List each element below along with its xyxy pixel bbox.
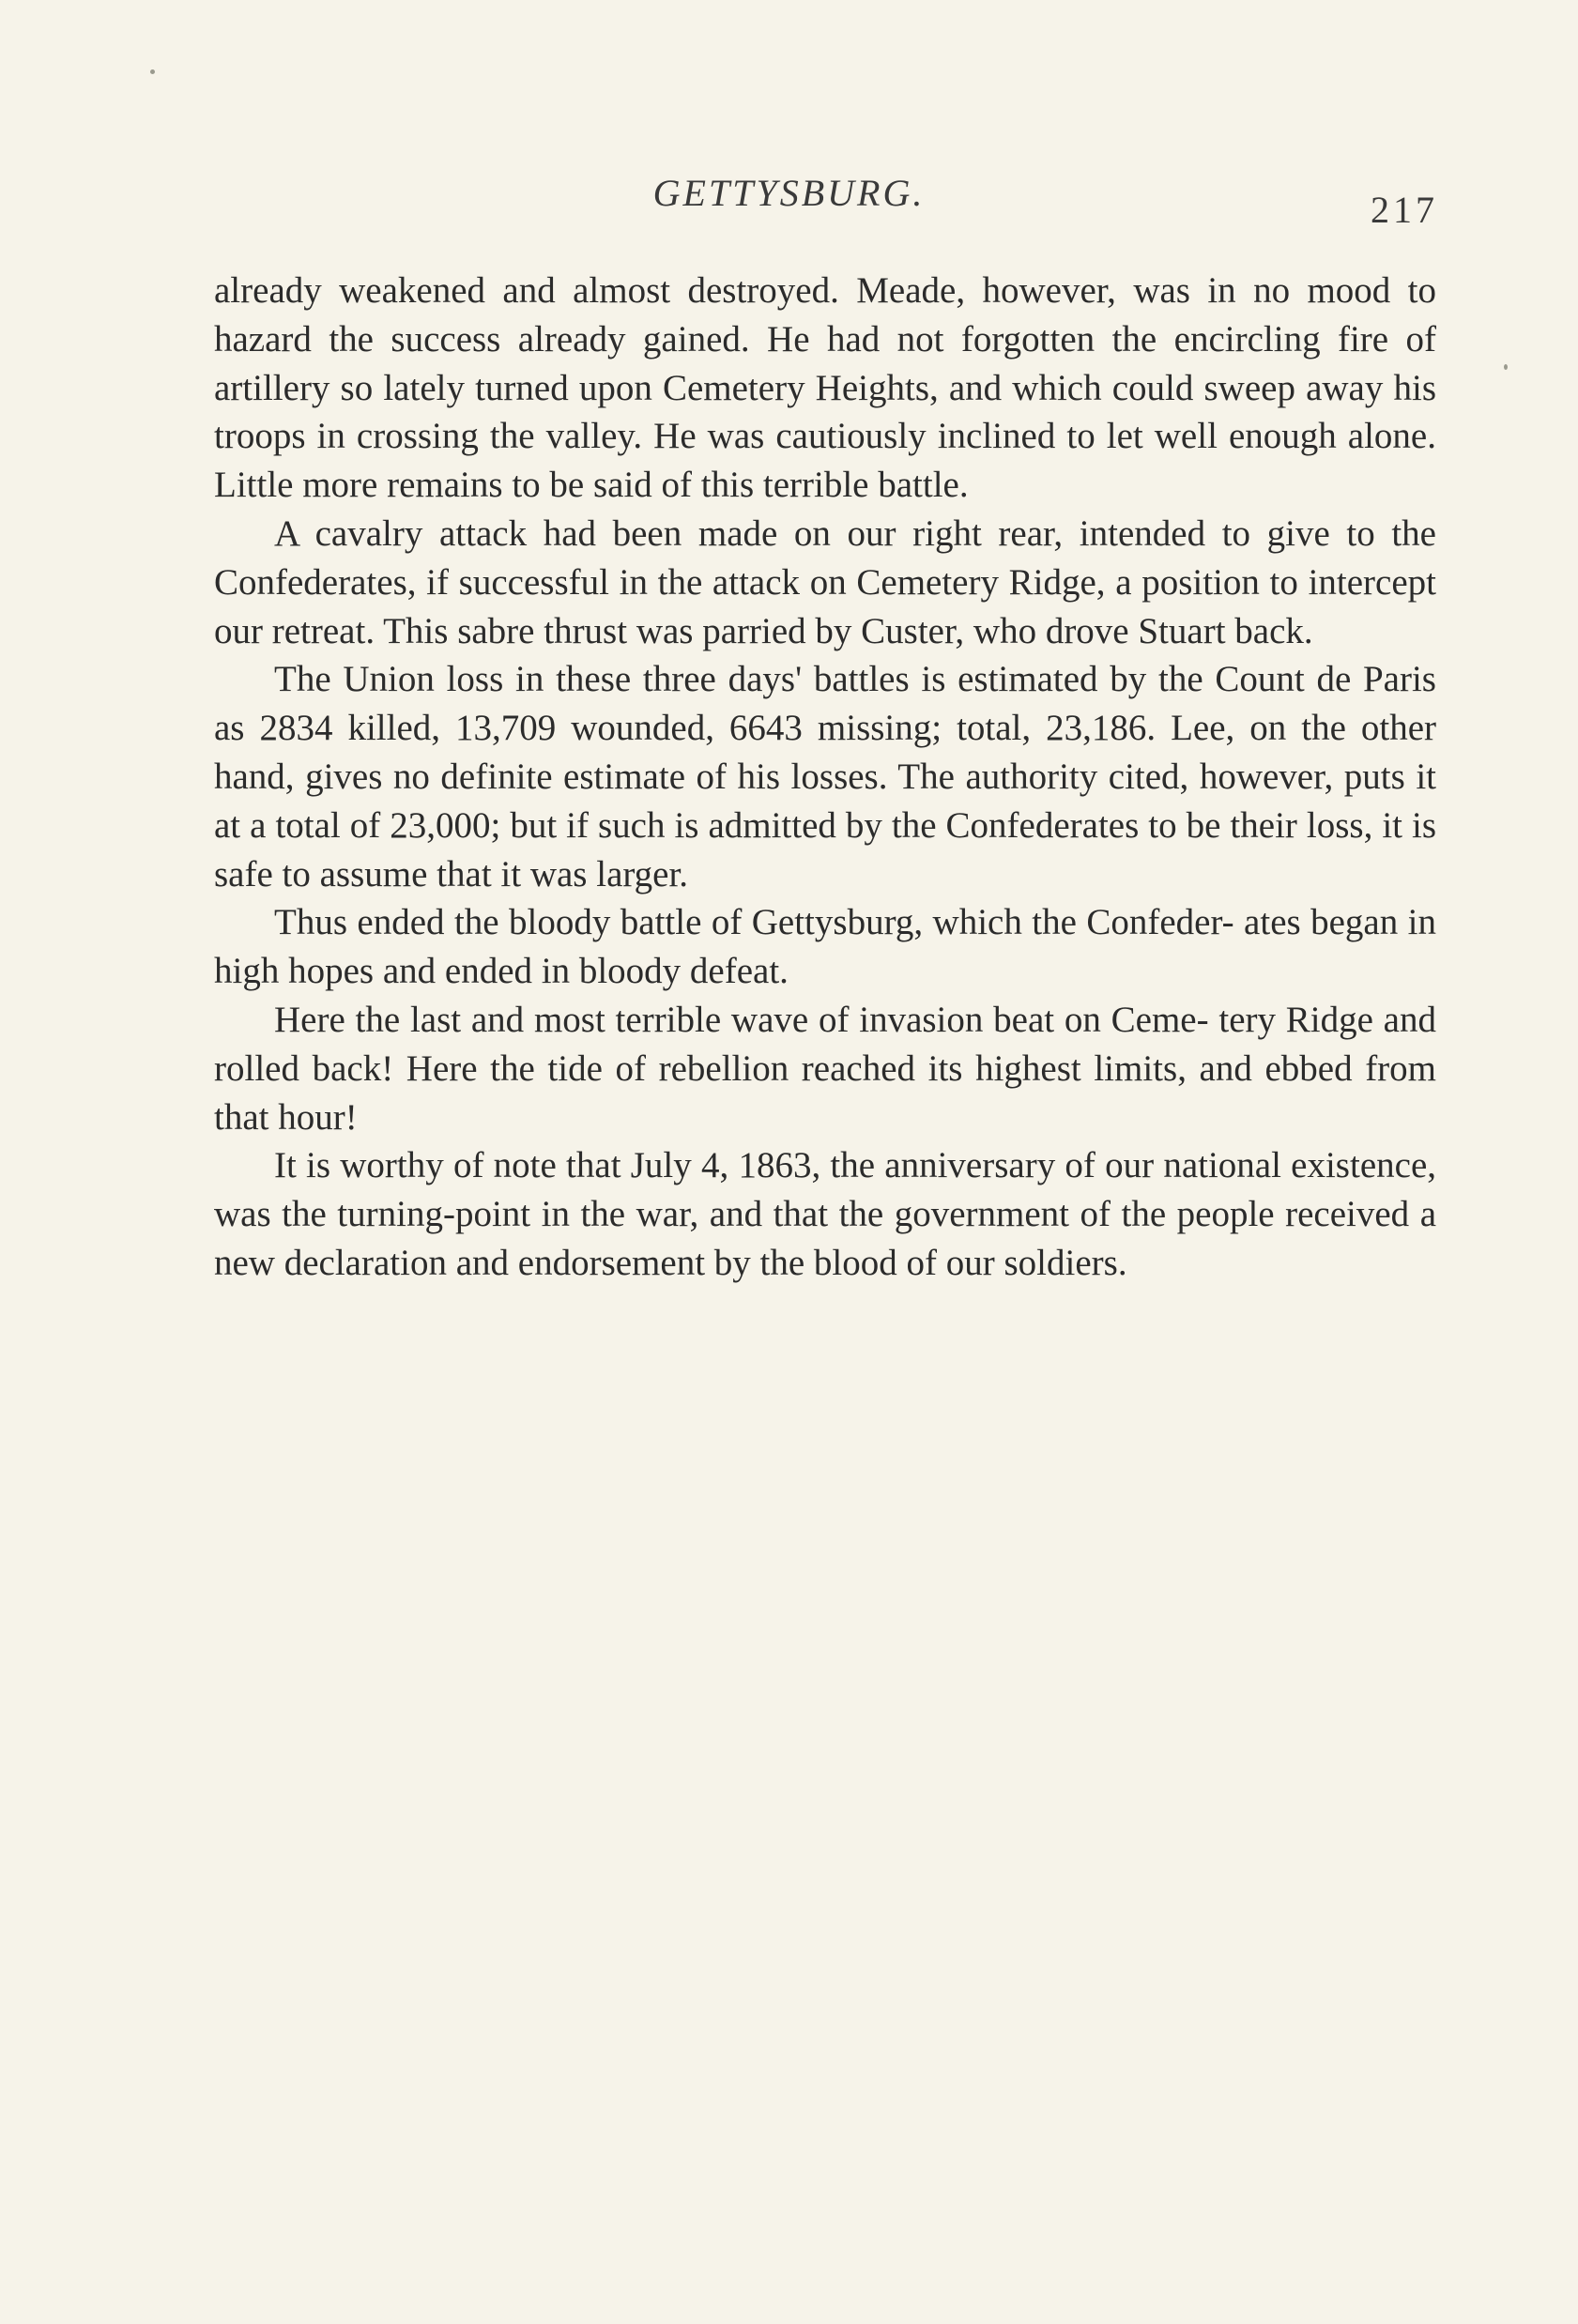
paragraph: It is worthy of note that July 4, 1863, the anniversary of our national existence, was the turning-point in the war, and that the government of the people received a new declaration and endorsement by the blood of our soldiers.	[214, 1145, 1436, 1283]
paragraph: A cavalry attack had been made on our right rear, intended to give to the Confederates, if successful in the attack on Cemetery Ridge, a position to intercept our retreat. This sabre thrust was parried by Custer, who drove Stuart back.	[214, 512, 1436, 651]
paragraph: Thus ended the bloody battle of Gettysburg, which the Confeder- ates began in high hopes and ended in bloody defeat.	[214, 902, 1436, 992]
paragraph-continued: already weakened and almost destroyed. Meade, however, was in no mood to hazard the success already gained. He had not forgotten the encircling fire of artillery so lately turned upon Cemetery Heights, and which could sweep away his troops in crossing the valley. He was cautiously inclined to let well enough alone. Little more remains to be said of this terrible battle.	[214, 270, 1436, 506]
paragraph: The Union loss in these three days' battles is estimated by the Count de Paris as 2834 killed, 13,709 wounded, 6643 missing; total, 23,186. Lee, on the other hand, gives no definite estimate of his losses. The authority cited, however, puts it at a total of 23,000; but if such is admitted by the Confederates to be their loss, it is safe to assume that it was larger.	[214, 659, 1436, 894]
page-number: 217	[1371, 189, 1438, 231]
paper-speck	[1504, 364, 1508, 370]
body-text	[214, 267, 1436, 1288]
running-title: GETTYSBURG.	[652, 172, 926, 214]
paper-speck	[150, 69, 155, 74]
paragraph: Here the last and most terrible wave of invasion beat on Ceme- tery Ridge and rolled back! Here the tide of rebellion reached its highest limits, and ebbed from that hour!	[214, 999, 1436, 1138]
